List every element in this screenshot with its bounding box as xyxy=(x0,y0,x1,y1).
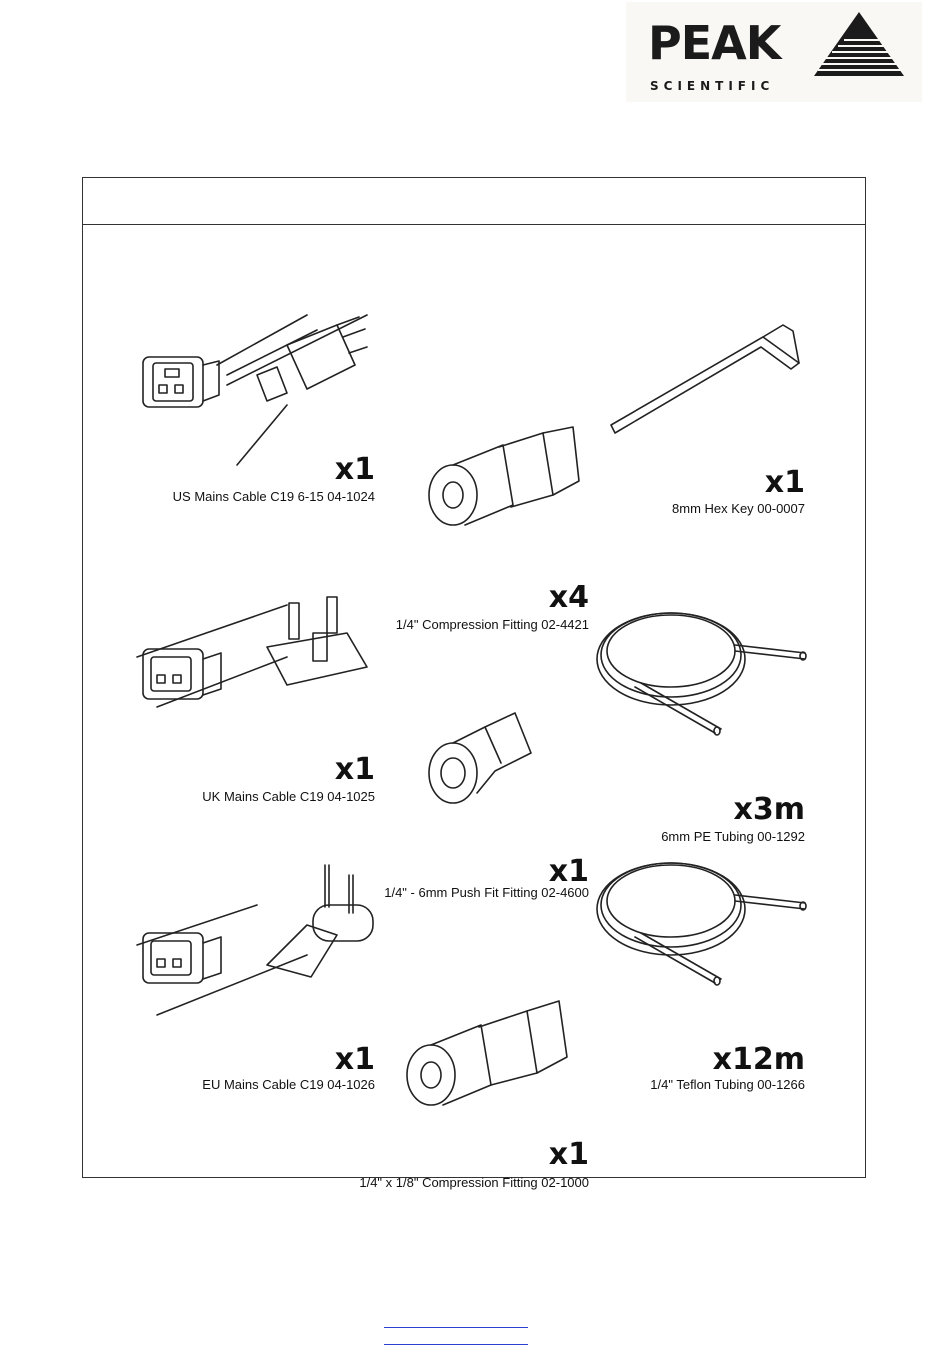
item-label: 1/4" - 6mm Push Fit Fitting 02-4600 xyxy=(384,885,589,900)
peak-scientific-logo xyxy=(626,2,922,102)
panel-body xyxy=(83,225,865,1190)
us-power-cable-icon xyxy=(137,305,377,445)
item-label: 6mm PE Tubing 00-1292 xyxy=(661,829,805,844)
item-qty: x1 xyxy=(334,752,375,787)
item-qty: x1 xyxy=(548,854,589,889)
tubing-coil-icon xyxy=(595,855,807,995)
footer-link-underline[interactable] xyxy=(384,1327,528,1328)
reducing-fitting-icon xyxy=(401,995,571,1125)
item-label: 8mm Hex Key 00-0007 xyxy=(672,501,805,516)
item-qty: x4 xyxy=(548,580,589,615)
logo-subtitle: SCIENTIFIC xyxy=(650,79,775,93)
item-label: 1/4" Teflon Tubing 00-1266 xyxy=(650,1077,805,1092)
parts-list-panel xyxy=(82,177,866,1190)
tubing-coil-icon xyxy=(595,605,807,745)
uk-power-cable-icon xyxy=(137,597,377,737)
item-label: US Mains Cable C19 6-15 04-1024 xyxy=(172,489,375,504)
item-qty: x1 xyxy=(334,1042,375,1077)
logo-wordmark: PEAK xyxy=(648,16,781,70)
item-qty: x12m xyxy=(712,1042,805,1077)
item-label: 1/4" Compression Fitting 02-4421 xyxy=(395,617,589,632)
push-fit-fitting-icon xyxy=(415,703,535,813)
item-label: 1/4" x 1/8" Compression Fitting 02-1000 xyxy=(359,1175,589,1190)
item-qty: x1 xyxy=(764,465,805,500)
footer-link-underline[interactable] xyxy=(384,1344,528,1345)
eu-power-cable-icon xyxy=(137,865,397,1025)
item-qty: x3m xyxy=(733,792,805,827)
item-label: UK Mains Cable C19 04-1025 xyxy=(202,789,375,804)
mountain-logo-icon xyxy=(814,12,904,78)
item-qty: x1 xyxy=(548,1137,589,1172)
item-label: EU Mains Cable C19 04-1026 xyxy=(202,1077,375,1092)
compression-fitting-icon xyxy=(413,425,583,545)
panel-header xyxy=(83,178,865,225)
hex-key-icon xyxy=(603,285,803,445)
item-qty: x1 xyxy=(334,452,375,487)
